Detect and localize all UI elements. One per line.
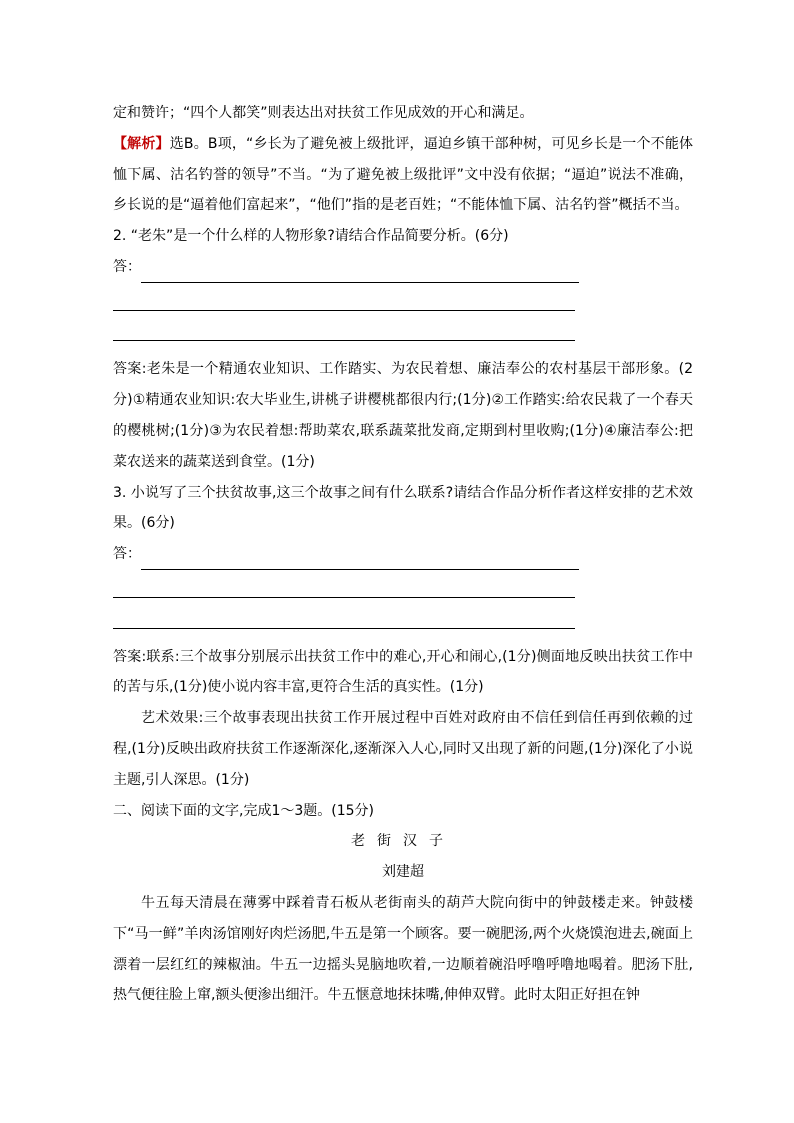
story-title: 老街汉子 bbox=[351, 833, 455, 850]
answer-3-effect: 艺术效果:三个故事表现出扶贫工作开展过程中百姓对政府由不信任到信任再到依赖的过程,(1分)反映出政府扶贫工作逐渐深化,逐渐深入人心,同时又出现了新的问题,(1分)深化了小说主题,引人深思。(1分) bbox=[113, 710, 693, 788]
answer-label: 答： bbox=[113, 546, 141, 563]
answer-2: 答案:老朱是一个精通农业知识、工作踏实、为农民着想、廉洁奉公的农村基层干部形象。(2分)①精通农业知识:农大毕业生,讲桃子讲樱桃都很内行;(1分)②工作踏实:给农民栽了一个春天的樱桃树;(1分)③为农民着想:帮助菜农,联系蔬菜批发商,定期到村里收购;(1分)④廉洁奉公:把菜农送来的蔬菜送到食堂。(1分) bbox=[113, 361, 693, 470]
answer-line[interactable] bbox=[113, 309, 575, 311]
story-author: 刘建超 bbox=[382, 864, 424, 881]
question-3: 3. 小说写了三个扶贫故事,这三个故事之间有什么联系?请结合作品分析作者这样安排的艺术效果。(6分) bbox=[113, 484, 693, 532]
answer-row-q2 bbox=[113, 252, 693, 283]
analysis-paragraph bbox=[113, 129, 693, 221]
answer-blank-row bbox=[113, 283, 693, 314]
answer-line[interactable] bbox=[141, 548, 579, 570]
answer-line[interactable] bbox=[141, 261, 579, 283]
answer-blank-row bbox=[113, 314, 693, 345]
document-content bbox=[113, 98, 693, 1011]
paragraph-continuation: 定和赞许；“四个人都笑”则表达出对扶贫工作见成效的开心和满足。 bbox=[113, 105, 534, 121]
answer-blank-row bbox=[113, 601, 693, 632]
analysis-body: 选B。B项，“乡长为了避免被上级批评，逼迫乡镇干部种树，可见乡长是一个不能体恤下属、沽名钓誉的领导”不当。“为了避免被上级批评”文中没有依据；“逼迫”说法不准确，乡长说的是“逼着他们富起来”，“他们”指的是老百姓；“不能体恤下属、沽名钓誉”概括不当。 bbox=[113, 135, 694, 214]
section-2-heading: 二、阅读下面的文字,完成1～3题。(15分) bbox=[113, 802, 375, 819]
story-body: 牛五每天清晨在薄雾中踩着青石板从老街南头的葫芦大院向街中的钟鼓楼走来。钟鼓楼下“马一鲜”羊肉汤馆刚好肉烂汤肥,牛五是第一个顾客。要一碗肥汤,两个火烧馍泡进去,碗面上漂着一层红红的辣椒油。牛五一边摇头晃脑地吹着,一边顺着碗沿呼噜呼噜地喝着。肥汤下肚,热气便往脸上窜,额头便渗出细汗。牛五惬意地抹抹嘴,伸伸双臂。此时太阳正好担在钟 bbox=[113, 894, 693, 1004]
analysis-tag: 【解析】 bbox=[113, 135, 170, 152]
answer-3-connection: 答案:联系:三个故事分别展示出扶贫工作中的难心,开心和闹心,(1分)侧面地反映出扶贫工作中的苦与乐,(1分)使小说内容丰富,更符合生活的真实性。(1分) bbox=[113, 648, 693, 696]
answer-blank-row bbox=[113, 570, 693, 601]
answer-row-q3 bbox=[113, 539, 693, 570]
answer-label: 答： bbox=[113, 258, 141, 275]
answer-line[interactable] bbox=[113, 596, 575, 598]
answer-line[interactable] bbox=[113, 627, 575, 629]
question-2: 2. “老朱”是一个什么样的人物形象?请结合作品简要分析。(6分) bbox=[113, 228, 509, 245]
answer-line[interactable] bbox=[113, 339, 575, 341]
